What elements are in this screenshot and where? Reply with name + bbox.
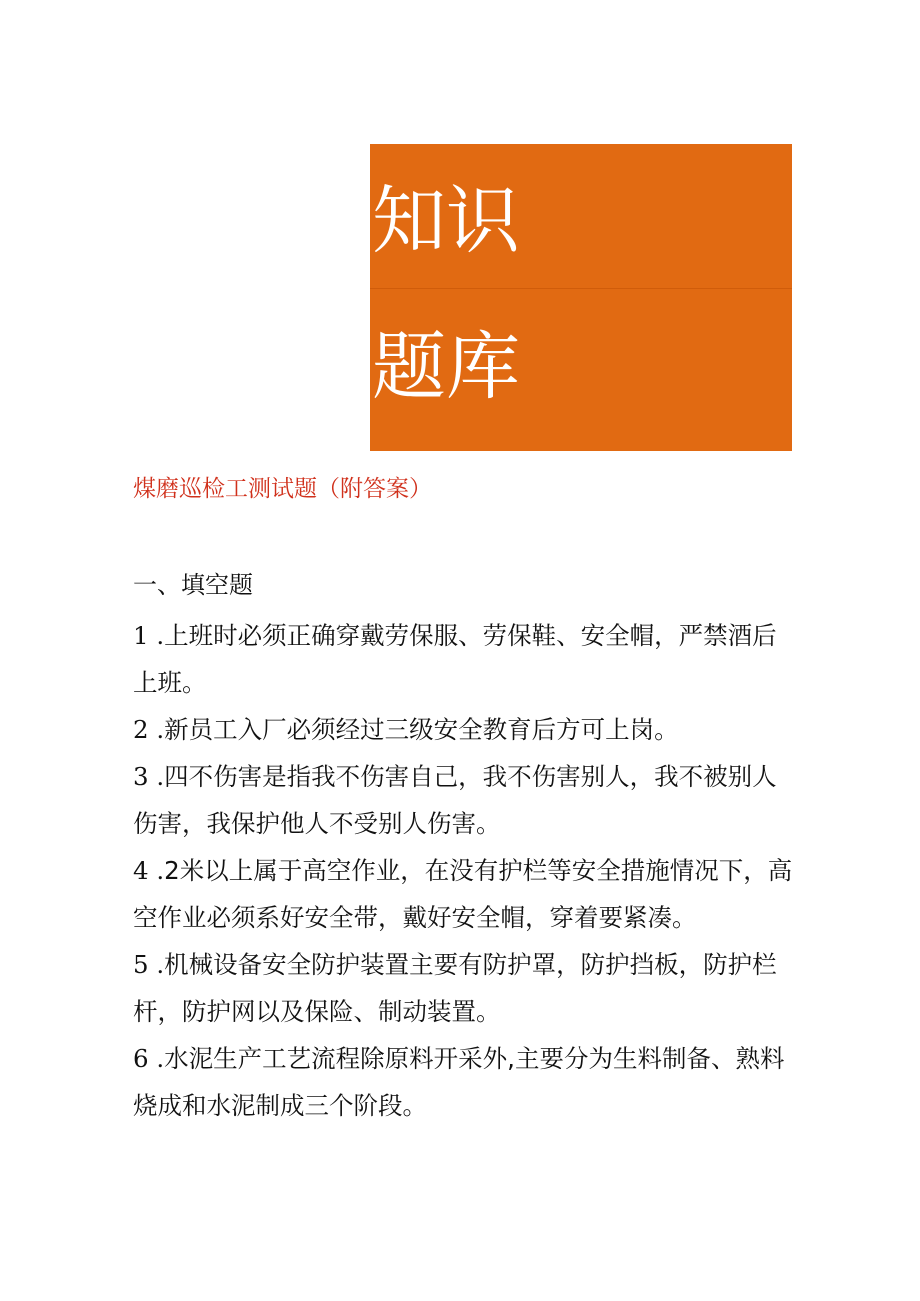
question-text: 四不伤害是指我不伤害自己，我不伤害别人，我不被别人伤害，我保护他人不受别人伤害。	[133, 762, 777, 838]
question-text: 机械设备安全防护装置主要有防护罩，防护挡板，防护栏杆，防护网以及保险、制动装置。	[133, 950, 777, 1026]
question-item	[133, 847, 793, 941]
question-number: 1 .	[133, 621, 165, 650]
question-number: 3 .	[133, 762, 165, 791]
question-text: 上班时必须正确穿戴劳保服、劳保鞋、安全帽，严禁酒后上班。	[133, 621, 777, 697]
question-item	[133, 753, 793, 847]
question-text: 新员工入厂必须经过三级安全教育后方可上岗。	[164, 715, 679, 744]
banner-divider	[370, 288, 792, 289]
document-title: 煤磨巡检工测试题（附答案）	[133, 476, 432, 502]
question-item	[133, 612, 793, 706]
section-heading: 一、填空题	[133, 571, 253, 599]
question-number: 2 .	[133, 715, 165, 744]
banner-title-line-1: 知识	[372, 178, 520, 264]
question-number: 6 .	[133, 1044, 165, 1073]
question-text: 水泥生产工艺流程除原料开采外,主要分为生料制备、熟料烧成和水泥制成三个阶段。	[133, 1044, 785, 1120]
banner	[370, 144, 792, 451]
question-number: 5 .	[133, 950, 165, 979]
question-number: 4 .	[133, 856, 165, 885]
question-item	[133, 941, 793, 1035]
question-text: 2米以上属于高空作业，在没有护栏等安全措施情况下，高空作业必须系好安全带，戴好安全帽，穿着要紧凑。	[133, 856, 793, 932]
question-list	[133, 612, 793, 1129]
banner-title-line-2: 题库	[372, 324, 520, 410]
question-item	[133, 706, 793, 753]
question-item	[133, 1035, 793, 1129]
